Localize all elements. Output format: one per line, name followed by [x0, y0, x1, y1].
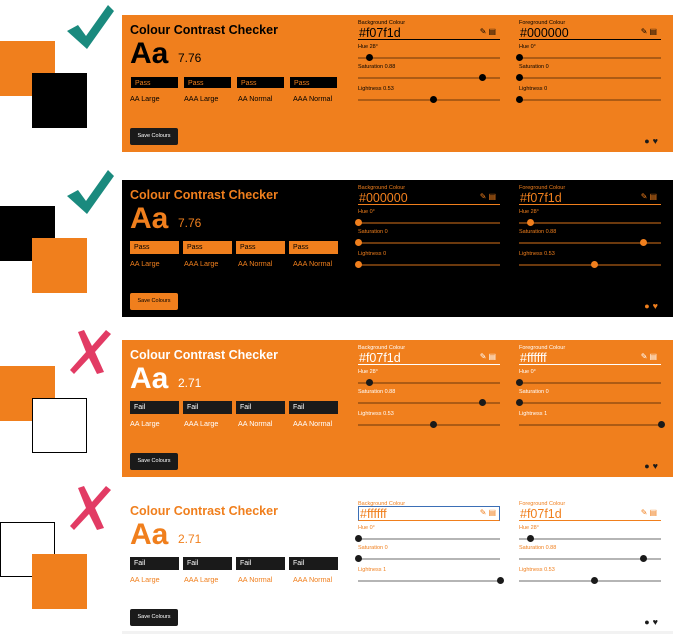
foreground-swatch [32, 554, 87, 609]
lightness-label: Lightness 1 [519, 411, 548, 417]
background-hex-input[interactable]: #000000 [358, 191, 500, 205]
foreground-colour-section [519, 15, 663, 152]
clipboard-icon[interactable]: ▤ [649, 508, 659, 517]
cross-icon [64, 328, 116, 376]
eyedropper-icon[interactable]: ✎ [640, 508, 650, 517]
level-label: AAA Normal [293, 419, 333, 428]
saturation-label: Saturation 0 [519, 64, 549, 70]
hue-label: Hue 0° [358, 525, 375, 531]
background-colour-section [358, 496, 502, 633]
hue-slider[interactable] [358, 222, 500, 224]
checker-panel [122, 15, 673, 152]
page-title: Colour Contrast Checker [130, 348, 278, 362]
saturation-slider[interactable] [519, 77, 661, 79]
result-badge: Pass [130, 76, 179, 89]
saturation-label: Saturation 0 [519, 389, 549, 395]
save-colours-button[interactable]: Save Colours [130, 293, 178, 310]
colour-tools [641, 508, 659, 518]
hue-label: Hue 28° [358, 44, 378, 50]
lightness-slider-knob[interactable] [497, 577, 504, 584]
clipboard-icon[interactable]: ▤ [649, 27, 659, 36]
swatch-illustration [0, 160, 120, 310]
level-label: AAA Normal [293, 259, 333, 268]
lightness-slider[interactable] [358, 580, 500, 582]
background-colour-label: Background Colour [358, 501, 406, 507]
hue-slider-knob[interactable] [527, 535, 534, 542]
saturation-slider-knob[interactable] [355, 239, 362, 246]
colour-tools [480, 352, 498, 362]
foreground-hex-input[interactable]: #f07f1d [519, 191, 661, 205]
eyedropper-icon[interactable]: ✎ [640, 27, 650, 36]
lightness-label: Lightness 0.53 [519, 567, 555, 573]
level-label: AAA Large [184, 419, 219, 428]
clipboard-icon[interactable]: ▤ [488, 508, 498, 517]
eyedropper-icon[interactable]: ✎ [479, 352, 489, 361]
background-colour-section [358, 180, 502, 317]
saturation-slider-knob[interactable] [640, 239, 647, 246]
sample-text: Aa [130, 37, 169, 70]
eyedropper-icon[interactable]: ✎ [479, 192, 489, 201]
github-icon[interactable]: ● [644, 301, 653, 311]
eyedropper-icon[interactable]: ✎ [640, 352, 650, 361]
hue-slider-knob[interactable] [355, 219, 362, 226]
hue-label: Hue 28° [519, 209, 539, 215]
colour-tools [480, 508, 498, 518]
lightness-slider[interactable] [519, 99, 661, 101]
foreground-swatch [32, 398, 87, 453]
background-hex-input[interactable]: #f07f1d [358, 351, 500, 365]
social-links [644, 301, 661, 311]
foreground-hex-input[interactable]: #000000 [519, 26, 661, 40]
saturation-label: Saturation 0 [358, 229, 388, 235]
result-badge: Pass [130, 241, 179, 254]
level-label: AAA Large [184, 259, 219, 268]
check-icon [64, 168, 116, 216]
lightness-label: Lightness 0.53 [358, 411, 394, 417]
check-icon [64, 3, 116, 51]
hue-slider[interactable] [519, 538, 661, 540]
foreground-colour-label: Foreground Colour [519, 20, 566, 26]
twitter-icon[interactable]: ♥ [652, 617, 661, 627]
colour-tools [480, 27, 498, 37]
saturation-label: Saturation 0.88 [358, 64, 396, 70]
saturation-slider[interactable] [519, 242, 661, 244]
result-badge: Fail [130, 401, 179, 414]
lightness-slider-knob[interactable] [516, 96, 523, 103]
result-badge: Fail [183, 401, 232, 414]
cross-icon [64, 484, 116, 532]
colour-tools [641, 27, 659, 37]
lightness-label: Lightness 0.53 [519, 251, 555, 257]
github-icon[interactable]: ● [644, 617, 653, 627]
saturation-slider[interactable] [358, 402, 500, 404]
level-label: AA Large [130, 419, 160, 428]
save-colours-button[interactable]: Save Colours [130, 128, 178, 145]
clipboard-icon[interactable]: ▤ [488, 352, 498, 361]
sample-text: Aa [130, 362, 169, 395]
colour-tools [641, 352, 659, 362]
level-label: AA Large [130, 94, 160, 103]
result-badge: Pass [183, 76, 232, 89]
page-title: Colour Contrast Checker [130, 188, 278, 202]
level-label: AAA Large [184, 575, 219, 584]
comparison-row [0, 480, 673, 634]
github-icon[interactable]: ● [644, 461, 653, 471]
contrast-ratio: 7.76 [178, 51, 202, 65]
result-badge: Pass [183, 241, 232, 254]
colour-tools [480, 192, 498, 202]
saturation-label: Saturation 0.88 [358, 389, 396, 395]
result-badge: Fail [183, 557, 232, 570]
saturation-slider-knob[interactable] [479, 399, 486, 406]
swatch-illustration [0, 480, 120, 630]
checker-panel [122, 340, 673, 477]
clipboard-icon[interactable]: ▤ [488, 192, 498, 201]
foreground-colour-label: Foreground Colour [519, 185, 566, 191]
saturation-slider[interactable] [358, 77, 500, 79]
foreground-colour-label: Foreground Colour [519, 345, 566, 351]
save-colours-button[interactable]: Save Colours [130, 609, 178, 626]
hue-slider[interactable] [519, 382, 661, 384]
saturation-label: Saturation 0.88 [519, 229, 557, 235]
eyedropper-icon[interactable]: ✎ [479, 27, 489, 36]
twitter-icon[interactable]: ♥ [652, 136, 661, 146]
background-colour-label: Background Colour [358, 20, 406, 26]
background-colour-label: Background Colour [358, 185, 406, 191]
clipboard-icon[interactable]: ▤ [649, 352, 659, 361]
foreground-colour-section [519, 340, 663, 477]
level-label: AA Large [130, 259, 160, 268]
saturation-slider[interactable] [519, 558, 661, 560]
clipboard-icon[interactable]: ▤ [649, 192, 659, 201]
level-label: AAA Normal [293, 94, 333, 103]
lightness-slider[interactable] [519, 424, 661, 426]
foreground-swatch [32, 238, 87, 293]
hue-slider[interactable] [358, 382, 500, 384]
background-colour-section [358, 340, 502, 477]
lightness-slider-knob[interactable] [430, 421, 437, 428]
saturation-slider-knob[interactable] [640, 555, 647, 562]
saturation-slider-knob[interactable] [479, 74, 486, 81]
lightness-slider[interactable] [519, 580, 661, 582]
saturation-slider-knob[interactable] [516, 399, 523, 406]
lightness-slider[interactable] [358, 99, 500, 101]
page-title: Colour Contrast Checker [130, 23, 278, 37]
background-colour-label: Background Colour [358, 345, 406, 351]
saturation-slider[interactable] [519, 402, 661, 404]
saturation-slider-knob[interactable] [355, 555, 362, 562]
sample-text: Aa [130, 202, 169, 235]
foreground-colour-section [519, 180, 663, 317]
result-badge: Pass [289, 241, 338, 254]
lightness-label: Lightness 0 [519, 86, 548, 92]
level-label: AA Large [130, 575, 160, 584]
comparison-row [0, 0, 673, 160]
swatch-illustration [0, 320, 120, 470]
saturation-label: Saturation 0.88 [519, 545, 557, 551]
hue-slider[interactable] [519, 222, 661, 224]
colour-tools [641, 192, 659, 202]
page-title: Colour Contrast Checker [130, 504, 278, 518]
background-colour-section [358, 15, 502, 152]
lightness-slider[interactable] [519, 264, 661, 266]
hue-slider[interactable] [519, 57, 661, 59]
lightness-slider[interactable] [358, 424, 500, 426]
hue-slider-knob[interactable] [355, 535, 362, 542]
level-label: AA Normal [238, 419, 273, 428]
lightness-slider-knob[interactable] [430, 96, 437, 103]
lightness-slider[interactable] [358, 264, 500, 266]
hue-label: Hue 28° [519, 525, 539, 531]
saturation-slider-knob[interactable] [516, 74, 523, 81]
saturation-slider[interactable] [358, 242, 500, 244]
result-badge: Fail [289, 401, 338, 414]
result-badge: Fail [289, 557, 338, 570]
lightness-slider-knob[interactable] [591, 577, 598, 584]
eyedropper-icon[interactable]: ✎ [640, 192, 650, 201]
swatch-illustration [0, 0, 120, 150]
saturation-slider[interactable] [358, 558, 500, 560]
social-links [644, 136, 661, 146]
hue-label: Hue 0° [358, 209, 375, 215]
foreground-colour-label: Foreground Colour [519, 501, 566, 507]
lightness-label: Lightness 0.53 [358, 86, 394, 92]
clipboard-icon[interactable]: ▤ [488, 27, 498, 36]
contrast-ratio: 2.71 [178, 376, 202, 390]
foreground-colour-section [519, 496, 663, 633]
background-hex-input[interactable]: #ffffff [358, 506, 500, 521]
foreground-swatch [32, 73, 87, 128]
contrast-ratio: 7.76 [178, 216, 202, 230]
hue-slider-knob[interactable] [527, 219, 534, 226]
twitter-icon[interactable]: ♥ [652, 461, 661, 471]
foreground-hex-input[interactable]: #f07f1d [519, 507, 661, 521]
social-links [644, 461, 661, 471]
twitter-icon[interactable]: ♥ [652, 301, 661, 311]
lightness-slider-knob[interactable] [658, 421, 665, 428]
lightness-label: Lightness 0 [358, 251, 387, 257]
result-badge: Pass [236, 241, 285, 254]
level-label: AA Normal [238, 259, 273, 268]
eyedropper-icon[interactable]: ✎ [479, 508, 489, 517]
save-colours-button[interactable]: Save Colours [130, 453, 178, 470]
background-hex-input[interactable]: #f07f1d [358, 26, 500, 40]
level-label: AA Normal [238, 575, 273, 584]
sample-text: Aa [130, 518, 169, 551]
hue-slider-knob[interactable] [366, 54, 373, 61]
result-badge: Pass [236, 76, 285, 89]
result-badge: Fail [236, 401, 285, 414]
result-badge: Fail [236, 557, 285, 570]
hue-slider-knob[interactable] [516, 54, 523, 61]
checker-panel [122, 180, 673, 317]
hue-label: Hue 28° [358, 369, 378, 375]
level-label: AAA Normal [293, 575, 333, 584]
hue-slider[interactable] [358, 57, 500, 59]
foreground-hex-input[interactable]: #ffffff [519, 351, 661, 365]
level-label: AAA Large [184, 94, 219, 103]
social-links [644, 617, 661, 627]
lightness-label: Lightness 1 [358, 567, 387, 573]
result-badge: Pass [289, 76, 338, 89]
checker-panel [122, 496, 673, 634]
hue-slider-knob[interactable] [516, 379, 523, 386]
hue-slider-knob[interactable] [366, 379, 373, 386]
github-icon[interactable]: ● [644, 136, 653, 146]
comparison-row [0, 320, 673, 480]
comparison-row [0, 160, 673, 320]
saturation-label: Saturation 0 [358, 545, 388, 551]
result-badge: Fail [130, 557, 179, 570]
hue-slider[interactable] [358, 538, 500, 540]
contrast-ratio: 2.71 [178, 532, 202, 546]
lightness-slider-knob[interactable] [355, 261, 362, 268]
level-label: AA Normal [238, 94, 273, 103]
hue-label: Hue 0° [519, 369, 536, 375]
lightness-slider-knob[interactable] [591, 261, 598, 268]
hue-label: Hue 0° [519, 44, 536, 50]
